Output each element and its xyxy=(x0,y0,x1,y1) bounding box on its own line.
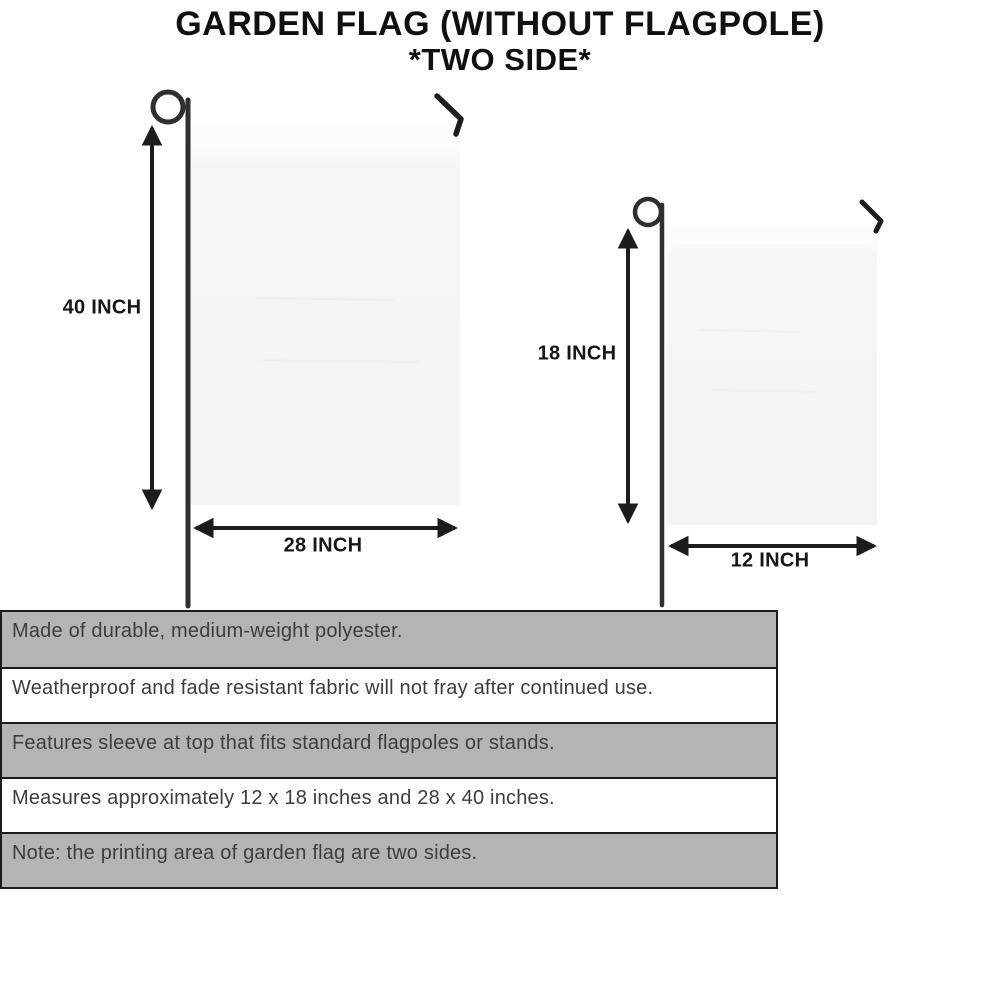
feature-list xyxy=(0,610,778,889)
title-line-2: *TWO SIDE* xyxy=(408,42,592,78)
small-flag-width-label: 12 INCH xyxy=(730,549,810,572)
feature-row-sleeve: Features sleeve at top that fits standard flagpoles or stands. xyxy=(2,722,776,777)
large-flag-assembly xyxy=(152,92,461,606)
feature-row-weatherproof: Weatherproof and fade resistant fabric will not fray after continued use. xyxy=(2,667,776,722)
feature-row-measures: Measures approximately 12 x 18 inches and 28 x 40 inches. xyxy=(2,777,776,832)
large-flag-fabric xyxy=(191,122,460,505)
title-line-1: GARDEN FLAG (WITHOUT FLAGPOLE) xyxy=(175,5,825,43)
small-flag-fabric xyxy=(667,223,877,525)
large-flag-width-label: 28 INCH xyxy=(283,534,363,557)
large-flag-pole-loop-icon xyxy=(153,92,183,122)
small-flag-pole-loop-icon xyxy=(635,199,661,225)
large-flag-height-label: 40 INCH xyxy=(62,296,142,319)
feature-row-material: Made of durable, medium-weight polyester. xyxy=(2,612,776,667)
small-flag-height-label: 18 INCH xyxy=(537,342,617,365)
small-flag-assembly xyxy=(628,199,881,605)
feature-row-note: Note: the printing area of garden flag are two sides. xyxy=(2,832,776,887)
